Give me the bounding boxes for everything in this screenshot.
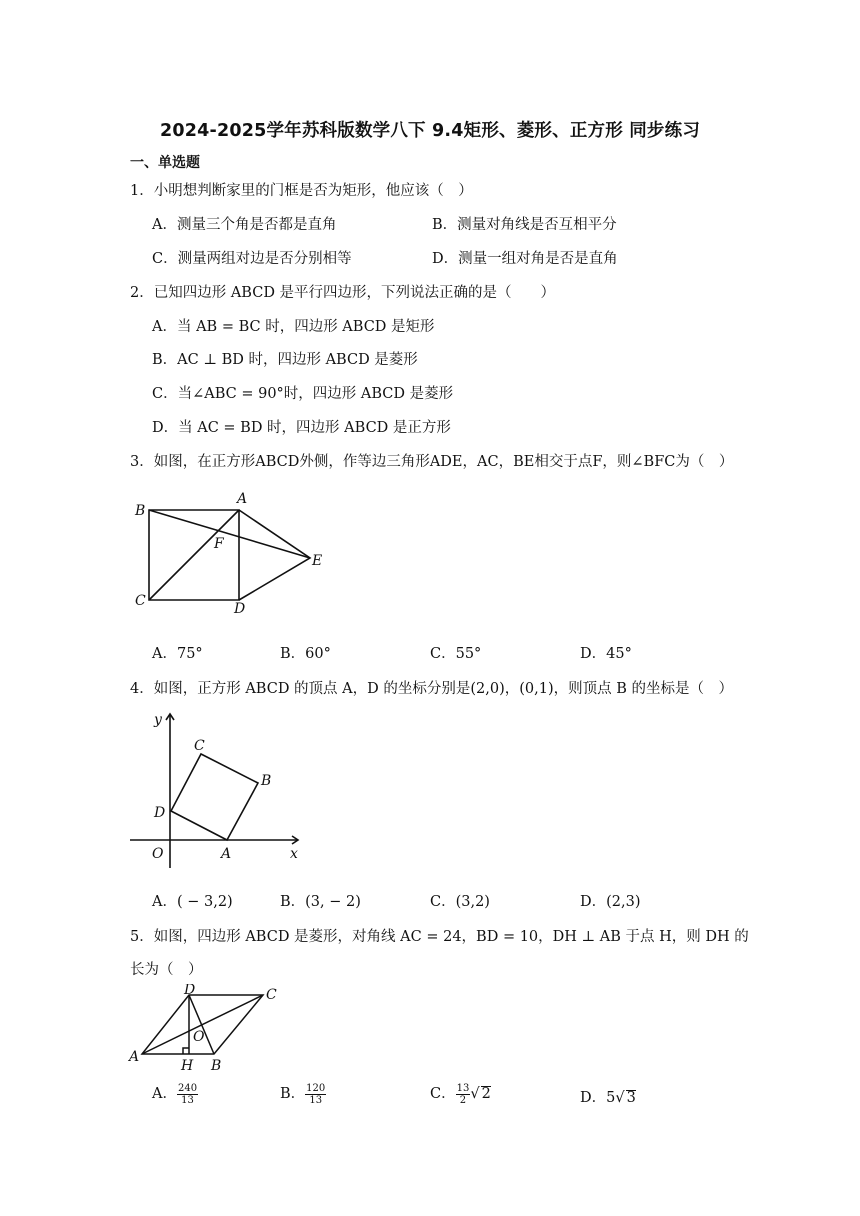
question-4-stem: 4．如图，正方形 ABCD 的顶点 A，D 的坐标分别是(2,0)，(0,1)，则顶点 B 的坐标是（ ） xyxy=(130,681,733,697)
question-1-option-c[interactable]: C．测量两组对边是否分别相等 xyxy=(152,251,352,267)
q4-label-b: B xyxy=(261,773,272,789)
q5-c-sqrt-sign: √ xyxy=(470,1086,480,1102)
question-1-option-b[interactable]: B．测量对角线是否互相平分 xyxy=(432,217,617,233)
section-heading: 一、单选题 xyxy=(130,155,200,171)
q3-label-c: C xyxy=(135,593,146,609)
q5-label-c: C xyxy=(266,987,277,1003)
q5-label-b: B xyxy=(211,1058,222,1074)
q4-label-d: D xyxy=(154,805,166,821)
q4-label-c: C xyxy=(194,738,205,754)
question-2-option-c[interactable]: C．当∠ABC = 90°时，四边形 ABCD 是菱形 xyxy=(152,386,454,402)
q5-label-d: D xyxy=(184,984,196,998)
question-4-option-d[interactable]: D．(2,3) xyxy=(580,894,641,910)
q4-label-y: y xyxy=(154,712,162,728)
question-1-option-d[interactable]: D．测量一组对角是否是直角 xyxy=(432,251,618,267)
question-5-figure xyxy=(126,984,286,1074)
question-1-option-a[interactable]: A．测量三个角是否都是直角 xyxy=(152,217,337,233)
question-5-stem: 5．如图，四边形 ABCD 是菱形，对角线 AC = 24，BD = 10，DH ⊥ AB 于点 H，则 DH 的 xyxy=(130,929,749,945)
q5-b-denominator: 13 xyxy=(309,1094,323,1106)
question-2-option-b[interactable]: B．AC ⊥ BD 时，四边形 ABCD 是菱形 xyxy=(152,352,418,368)
question-2-option-d[interactable]: D．当 AC = BD 时，四边形 ABCD 是正方形 xyxy=(152,420,451,436)
q5-b-numerator: 120 xyxy=(306,1082,326,1094)
question-2-stem: 2．已知四边形 ABCD 是平行四边形，下列说法正确的是（ ） xyxy=(130,285,556,301)
question-5-option-a[interactable] xyxy=(152,1082,198,1106)
q3-label-f: F xyxy=(214,536,224,552)
q4-label-o: O xyxy=(152,846,164,862)
question-3-option-b[interactable]: B．60° xyxy=(280,646,331,662)
q5-label-a: A xyxy=(129,1049,140,1065)
q3-label-b: B xyxy=(135,503,146,519)
question-5-option-b[interactable] xyxy=(280,1082,326,1106)
q3-label-a: A xyxy=(237,491,248,507)
q5-a-numerator: 240 xyxy=(177,1082,198,1094)
q5-b-fraction xyxy=(305,1083,326,1106)
question-3-option-a[interactable]: A．75° xyxy=(152,646,203,662)
q5-c-label: C． xyxy=(430,1086,456,1102)
question-1-stem: 1．小明想判断家里的门框是否为矩形，他应该（ ） xyxy=(130,183,473,199)
q5-c-fraction xyxy=(456,1083,471,1106)
q5-d-sqrt-sign: √ xyxy=(615,1090,625,1106)
page-title: 2024-2025学年苏科版数学八下 9.4矩形、菱形、正方形 同步练习 xyxy=(159,121,701,141)
q5-c-denominator: 2 xyxy=(459,1094,467,1106)
question-4-option-c[interactable]: C．(3,2) xyxy=(430,894,490,910)
q5-c-numerator: 13 xyxy=(456,1082,470,1094)
q5-d-radicand: 3 xyxy=(626,1090,636,1106)
q5-label-o: O xyxy=(193,1029,205,1045)
question-5-option-d[interactable] xyxy=(580,1086,636,1107)
q4-label-x: x xyxy=(290,846,298,862)
q5-a-label: A． xyxy=(152,1086,177,1102)
question-2-option-a[interactable]: A．当 AB = BC 时，四边形 ABCD 是矩形 xyxy=(152,319,435,335)
question-5-option-c[interactable] xyxy=(430,1082,491,1106)
q4-label-a: A xyxy=(221,846,232,862)
question-4-option-b[interactable]: B．(3, − 2) xyxy=(280,894,361,910)
question-5-stem-continued: 长为（ ） xyxy=(130,962,203,978)
q5-a-fraction xyxy=(177,1083,198,1106)
question-3-figure xyxy=(130,488,340,620)
question-4-figure xyxy=(130,708,310,868)
q5-label-h: H xyxy=(181,1058,194,1074)
q5-d-coefficient: 5 xyxy=(606,1090,616,1106)
question-3-stem: 3．如图，在正方形ABCD外侧，作等边三角形ADE，AC，BE相交于点F，则∠BFC为（ ） xyxy=(130,454,734,470)
question-4-option-a[interactable]: A．( − 3,2) xyxy=(152,894,233,910)
q5-b-label: B． xyxy=(280,1086,306,1102)
question-3-option-d[interactable]: D．45° xyxy=(580,646,632,662)
q5-c-radicand: 2 xyxy=(481,1086,491,1102)
q3-label-d: D xyxy=(234,601,246,617)
q5-d-label: D． xyxy=(580,1090,607,1106)
question-3-option-c[interactable]: C．55° xyxy=(430,646,482,662)
q3-label-e: E xyxy=(312,553,323,569)
q5-a-denominator: 13 xyxy=(181,1094,194,1106)
